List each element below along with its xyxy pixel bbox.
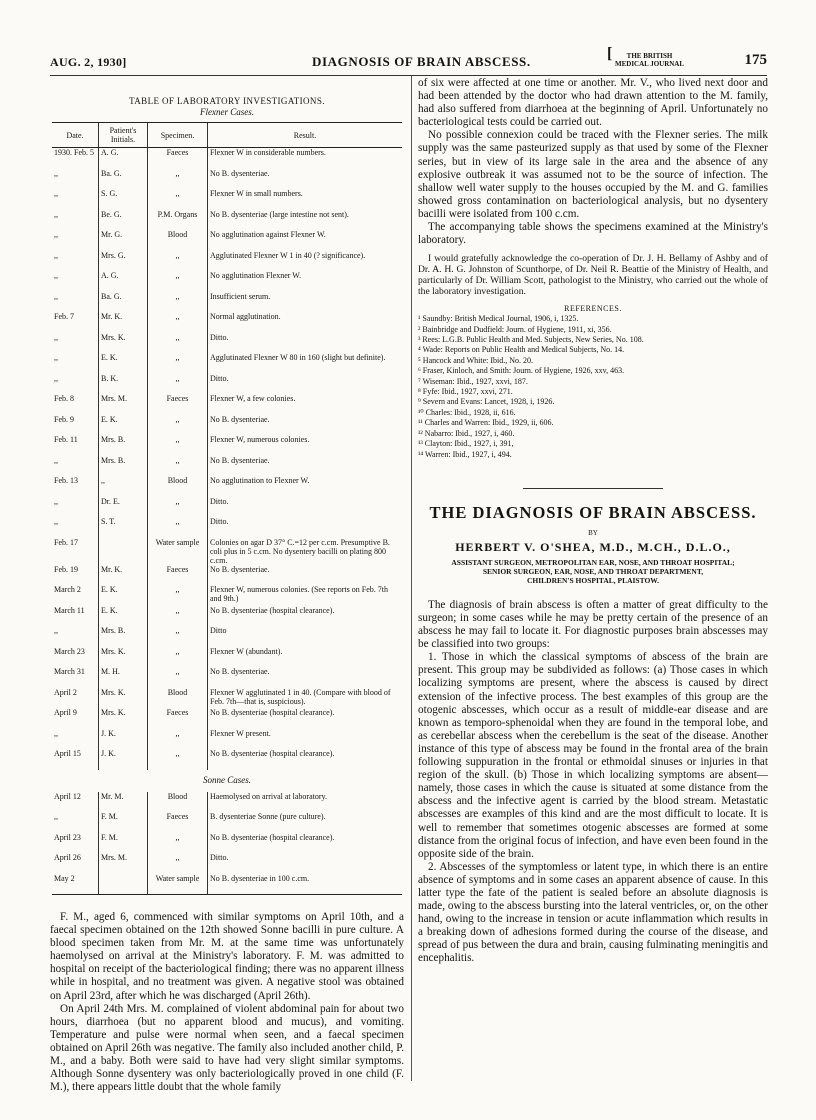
table-row [52, 708, 402, 729]
cell-date: ,, [54, 496, 58, 506]
table-row [52, 538, 402, 565]
cell-result: Ditto. [208, 374, 403, 395]
table-row [52, 606, 402, 627]
sonne-rows [52, 792, 402, 895]
cell-date: April 2 [54, 687, 77, 697]
reference-item: ⁹ Severn and Evans: Lancet, 1928, i, 1926. [418, 397, 555, 407]
cell-result: No B. dysenteriae. [208, 169, 403, 190]
cell-date: April 15 [54, 749, 81, 758]
cell-initials: M. H. [99, 667, 148, 688]
cell-specimen: Water sample [148, 874, 208, 895]
cell-date: Feb. 9 [54, 414, 74, 424]
cell-specimen: ,, [148, 456, 208, 477]
cell-result: No B. dysenteriae. [208, 415, 403, 436]
table-row [52, 230, 402, 251]
cell-initials [99, 538, 148, 565]
cell-specimen: ,, [148, 585, 208, 606]
cell-specimen: ,, [148, 292, 208, 313]
cell-result: No B. dysenteriae. [208, 667, 403, 688]
reference-item: ¹⁰ Charles: Ibid., 1928, ii, 616. [418, 407, 516, 417]
column-divider [411, 76, 412, 1081]
table-title: TABLE OF LABORATORY INVESTIGATIONS. [129, 96, 325, 106]
paragraph: 2. Abscesses of the symptomless or latent type, in which there is an entire absence of symptoms and in some cases an apparent absence of cause. In this latter type the fate of the patient is sealed before an absolute diagnosis is made, owing to the abscess bursting into the lateral ventricles, or, on the other hand, owing to the increase in tension or acute inflammation which results in a breaking down of adhesions formed during the course of the disease, and spread of pus between the dura and brain, causing fulminating meningitis and encephalitis. [418, 860, 768, 965]
page-number: 175 [744, 52, 767, 68]
cell-specimen: Faeces [148, 812, 208, 833]
table-row [52, 585, 402, 606]
cell-date: April 9 [54, 708, 77, 717]
references-title: REFERENCES. [564, 304, 622, 314]
cell-date: Feb. 13 [54, 476, 78, 485]
cell-initials: Mrs. K. [99, 333, 148, 354]
cell-specimen: Faeces [148, 148, 208, 169]
cell-specimen: Faeces [148, 394, 208, 415]
cell-result: No agglutination to Flexner W. [208, 476, 403, 497]
cell-result: No agglutination against Flexner W. [208, 230, 403, 251]
article-title: THE DIAGNOSIS OF BRAIN ABSCESS. [429, 502, 757, 522]
paragraph: F. M., aged 6, commenced with similar symptoms on April 10th, and a faecal specimen obtained on the 12th showed Sonne bacilli in pure culture. A blood specimen taken from Mr. M. at the same time was unfortunately haemolysed on arrival at the Ministry's laboratory. F. M. was admitted to hospital on receipt of the bacteriological finding; there was no apparent illness while in hospital, and no treatment was given. A negative stool was obtained on April 23rd, after which he was discharged (April 26th). [50, 911, 404, 1002]
cell-result: No B. dysenteriae in 100 c.cm. [208, 874, 403, 895]
cell-specimen: Blood [148, 792, 208, 813]
table-row [52, 333, 402, 354]
flexner-rows [52, 148, 402, 770]
cell-specimen: ,, [148, 374, 208, 395]
cell-initials: ,, [99, 476, 148, 497]
acknowledgement [418, 253, 768, 297]
journal-mark: [ THE BRITISH MEDICAL JOURNAL [607, 45, 685, 68]
cell-result: No B. dysenteriae (large intestine not sent). [208, 210, 403, 231]
cell-date: ,, [54, 626, 58, 635]
cell-date: ,, [54, 728, 58, 738]
paragraph: No possible connexion could be traced with the Flexner series. The milk supply was the same pasteurized supply as that used by some of the Flexner series, but in view of its large sale in the area and the absence of any explosive outbreak it was assumed not to be the source of infection. The shallow well water supply to the houses occupied by the M. and G. families showed gross contamination on bacteriological analysis, but no dysentery bacilli were isolated from 100 c.cm. [418, 129, 768, 220]
cell-initials: Mrs. K. [99, 647, 148, 668]
cell-initials: Mrs. K. [99, 708, 148, 729]
cell-date: ,, [54, 209, 58, 219]
reference-item: ⁵ Hancock and White: Ibid., No. 20. [418, 355, 534, 365]
cell-initials: Mrs. M. [99, 394, 148, 415]
cell-result: Flexner W (abundant). [208, 647, 403, 668]
cell-date: ,, [54, 250, 58, 260]
table-row [52, 169, 402, 190]
right-body-text [418, 77, 768, 247]
cell-result: Haemolysed on arrival at laboratory. [208, 792, 403, 813]
cell-result: No B. dysenteriae. [208, 456, 403, 477]
table-row [52, 435, 402, 456]
cell-specimen: ,, [148, 833, 208, 854]
cell-specimen: ,, [148, 169, 208, 190]
reference-item: ¹¹ Charles and Warren: Ibid., 1929, ii, 606. [418, 418, 554, 428]
table-subtitle-sonne: Sonne Cases. [203, 775, 251, 785]
table-subtitle-flexner: Flexner Cases. [200, 107, 254, 117]
cell-specimen: Blood [148, 230, 208, 251]
section-separator [523, 488, 663, 489]
reference-item: ⁴ Wade: Reports on Public Health and Medical Subjects, No. 14. [418, 345, 625, 355]
cell-initials: F. M. [99, 833, 148, 854]
cell-date: March 23 [54, 646, 85, 656]
cell-specimen: ,, [148, 189, 208, 210]
cell-initials: Mr. G. [99, 230, 148, 251]
header-date: AUG. 2, 1930] [50, 55, 127, 69]
cell-initials: Mrs. K. [99, 688, 148, 709]
cell-initials: Mrs. B. [99, 456, 148, 477]
cell-date: 1930. Feb. 5 [54, 148, 94, 157]
col-header-date: Date. [52, 123, 99, 148]
cell-initials: F. M. [99, 812, 148, 833]
cell-result: No B. dysenteriae (hospital clearance). [208, 749, 403, 770]
cell-specimen: ,, [148, 333, 208, 354]
cell-specimen: ,, [148, 251, 208, 272]
table-header-row [52, 123, 402, 148]
cell-date: ,, [54, 189, 58, 198]
cell-date: April 26 [54, 853, 81, 862]
reference-item: ¹³ Clayton: Ibid., 1927, i, 391, [418, 439, 514, 449]
cell-specimen: Faeces [148, 708, 208, 729]
table-row [52, 148, 402, 169]
reference-item: ⁶ Fraser, Kinloch, and Smith: Journ. of Hygiene, 1926, xxv, 463. [418, 366, 625, 376]
cell-specimen: ,, [148, 271, 208, 292]
table-row [52, 476, 402, 497]
table-row [52, 647, 402, 668]
cell-date: ,, [54, 230, 58, 239]
table-row [52, 251, 402, 272]
reference-item: ¹⁴ Warren: Ibid., 1927, i, 494. [418, 449, 512, 459]
table-row [52, 792, 402, 813]
table-row [52, 394, 402, 415]
cell-date: Feb. 7 [54, 312, 74, 321]
cell-result: Ditto. [208, 853, 403, 874]
cell-initials: Mrs. B. [99, 626, 148, 647]
cell-result: Flexner W agglutinated 1 in 40. (Compare with blood of Feb. 7th—that is, suspicious). [208, 688, 403, 709]
cell-specimen: ,, [148, 626, 208, 647]
cell-specimen: ,, [148, 435, 208, 456]
cell-date: April 23 [54, 832, 81, 842]
cell-specimen: ,, [148, 647, 208, 668]
cell-date: ,, [54, 291, 58, 301]
cell-result: No agglutination Flexner W. [208, 271, 403, 292]
article-body [418, 599, 768, 966]
col-header-result: Result. [208, 123, 403, 148]
cell-initials [99, 874, 148, 895]
journal-line1: THE BRITISH [626, 52, 673, 60]
cell-initials: E. K. [99, 606, 148, 627]
cell-date: Feb. 11 [54, 435, 78, 444]
cell-initials: A. G. [99, 148, 148, 169]
cell-date: May 2 [52, 874, 99, 895]
journal-line2: MEDICAL JOURNAL [615, 60, 685, 68]
cell-initials: E. K. [99, 353, 148, 374]
table-row [52, 729, 402, 750]
table-row [52, 353, 402, 374]
reference-item: ¹² Nabarro: Ibid., 1927, i, 460. [418, 428, 515, 438]
cell-initials: Mr. K. [99, 312, 148, 333]
cell-initials: Be. G. [99, 210, 148, 231]
cell-date: ,, [54, 168, 58, 178]
article-by: BY [588, 528, 598, 537]
reference-item: ¹ Saundby: British Medical Journal, 1906, i, 1325. [418, 314, 579, 324]
cell-initials: S. T. [99, 517, 148, 538]
references-list [418, 314, 768, 460]
table-row [52, 667, 402, 688]
cell-initials: B. K. [99, 374, 148, 395]
cell-initials: Ba. G. [99, 169, 148, 190]
table-row [52, 292, 402, 313]
cell-date: Feb. 8 [54, 394, 74, 403]
cell-date: ,, [54, 353, 58, 362]
acknowledgement-text: I would gratefully acknowledge the co-operation of Dr. J. H. Bellamy of Ashby and of Dr. A. H. G. Johnston of Scunthorpe, of Dr. Neil R. Beattie of the Ministry of Health, and particularly of Dr. William Scott, pathologist to the Ministry, who carried out the whole of the laboratory investigation. [418, 253, 768, 298]
cell-date: ,, [54, 812, 58, 821]
cell-initials: Mr. K. [99, 565, 148, 586]
cell-result: Flexner W present. [208, 729, 403, 750]
sonne-heading [52, 770, 402, 792]
cell-initials: S. G. [99, 189, 148, 210]
table-row [52, 833, 402, 854]
cell-initials: E. K. [99, 585, 148, 606]
cell-specimen: ,, [148, 497, 208, 518]
cell-specimen: ,, [148, 853, 208, 874]
cell-specimen: ,, [148, 517, 208, 538]
table-row [52, 374, 402, 395]
table-row [52, 517, 402, 538]
paragraph: The accompanying table shows the specimens examined at the Ministry's laboratory. [418, 221, 768, 247]
cell-result: Flexner W, numerous colonies. (See reports on Feb. 7th and 9th.) [208, 585, 403, 606]
cell-specimen: ,, [148, 749, 208, 770]
cell-date: ,, [54, 271, 58, 280]
cell-result: Agglutinated Flexner W 80 in 160 (slight but definite). [208, 353, 403, 374]
cell-result: No B. dysenteriae (hospital clearance). [208, 606, 403, 627]
reference-item: ³ Rees: L.G.B. Public Health and Med. Subjects, New Series, No. 108. [418, 335, 644, 345]
cell-initials: Mrs. G. [99, 251, 148, 272]
table-row [52, 415, 402, 436]
cell-result: Ditto. [208, 497, 403, 518]
left-body-text [50, 911, 404, 1094]
col-header-initials: Patient's Initials. [99, 123, 148, 148]
table-row [52, 189, 402, 210]
cell-specimen: P.M. Organs [148, 210, 208, 231]
table-row [52, 271, 402, 292]
cell-specimen: Blood [148, 476, 208, 497]
lab-table [52, 122, 402, 895]
paragraph: On April 24th Mrs. M. complained of violent abdominal pain for about two hours, diarrhoea (but no apparent blood and mucus), and vomiting. Temperature and pulse were normal when seen, and a faecal specimen obtained on April 26th was negative. The family also included another child, P. M., and a baby. Both were said to have had very slight similar symptoms. Although Sonne dysentery was only bacteriologically proved in one child (F. M.), there appears little doubt that the whole family [50, 1002, 404, 1094]
reference-item: ² Bainbridge and Dudfield: Journ. of Hygiene, 1911, xi, 356. [418, 324, 612, 334]
left-column [50, 80, 404, 1094]
cell-initials: Mr. M. [99, 792, 148, 813]
cell-date: Feb. 17 [54, 537, 78, 547]
right-column [418, 77, 768, 966]
table-row [52, 565, 402, 586]
table-row [52, 749, 402, 770]
table-row [52, 853, 402, 874]
cell-result: Ditto [208, 626, 403, 647]
header-rule [50, 75, 767, 76]
cell-date: March 2 [54, 585, 81, 594]
cell-initials: J. K. [99, 729, 148, 750]
cell-result: Agglutinated Flexner W 1 in 40 (? significance). [208, 251, 403, 272]
cell-specimen: ,, [148, 667, 208, 688]
article-affiliation [418, 558, 768, 585]
cell-initials: A. G. [99, 271, 148, 292]
cell-initials: Ba. G. [99, 292, 148, 313]
cell-initials: Mrs. M. [99, 853, 148, 874]
cell-specimen: ,, [148, 312, 208, 333]
cell-date: April 12 [54, 791, 81, 801]
cell-date: ,, [54, 455, 58, 465]
cell-specimen: ,, [148, 415, 208, 436]
cell-result: Flexner W in considerable numbers. [208, 148, 403, 169]
cell-result: Ditto. [208, 333, 403, 354]
cell-result: Insufficient serum. [208, 292, 403, 313]
table-row [52, 626, 402, 647]
paragraph: of six were affected at one time or another. Mr. V., who lived next door and had been attended by the doctor who had drawn attention to the M. family, had also suffered from diarrhoea at the beginning of April. Unfortunately no bacteriological tests could be carried out. [418, 77, 768, 129]
table-row [52, 210, 402, 231]
col-header-specimen: Specimen. [148, 123, 208, 148]
table-row [52, 456, 402, 477]
affiliation-line: CHILDREN'S HOSPITAL, PLAISTOW. [527, 575, 659, 585]
cell-specimen: Water sample [148, 538, 208, 565]
cell-date: March 31 [54, 667, 85, 676]
cell-initials: Dr. E. [99, 497, 148, 518]
cell-specimen: ,, [148, 353, 208, 374]
cell-result: Flexner W in small numbers. [208, 189, 403, 210]
table-row [52, 874, 402, 895]
reference-item: ⁷ Wiseman: Ibid., 1927, xxvi, 187. [418, 376, 528, 386]
cell-date: ,, [54, 517, 58, 526]
table-row [52, 812, 402, 833]
cell-result: No B. dysenteriae (hospital clearance). [208, 833, 403, 854]
table-row [52, 688, 402, 709]
page-header [50, 45, 767, 73]
cell-date: Feb. 19 [54, 564, 78, 574]
cell-specimen: Faeces [148, 565, 208, 586]
cell-result: Colonies on agar D 37° C.=12 per c.cm. Presumptive B. coli plus in 5 c.cm. No dysentery bacilli on plating 800 c.cm. [208, 538, 403, 565]
cell-specimen: ,, [148, 729, 208, 750]
cell-result: Flexner W, a few colonies. [208, 394, 403, 415]
header-title: DIAGNOSIS OF BRAIN ABSCESS. [312, 54, 531, 69]
reference-item: ⁸ Fyfe: Ibid., 1927, xxvi, 271. [418, 387, 513, 397]
cell-result: Flexner W, numerous colonies. [208, 435, 403, 456]
cell-initials: J. K. [99, 749, 148, 770]
cell-result: Ditto. [208, 517, 403, 538]
cell-result: B. dysenteriae Sonne (pure culture). [208, 812, 403, 833]
cell-result: No B. dysenteriae. [208, 565, 403, 586]
cell-specimen: Blood [148, 688, 208, 709]
table-row [52, 497, 402, 518]
paragraph: 1. Those in which the classical symptoms of abscess of the brain are present. This group may be subdivided as follows: (a) Those cases in which localizing symptoms are present, where the abscess is caused by direct extension of the infective process. The best examples of this group are the otogenic abscesses, which occur as a result of middle-ear disease and are known as temporo-sphenoidal when they are found in the temporal lobe, and as cerebellar abscess when the cerebellum is the seat of the disease. Another instance of this type of abscess may be found in the frontal area of the brain following suppuration in the frontal or ethmoidal sinuses or injuries in that region of the skull. (b) Those in which localizing symptoms are absent—namely, those cases in which the cause is situated at some distance from the abscess and the infective agent is carried by the blood stream. Metastatic abscesses are examples of this kind and are the most difficult to locate. It is well to remember that sometimes otogenic abscesses are formed at some distance from the original focus of infection, and have even been found in the opposite side of the brain. [418, 651, 768, 860]
affiliation-line: ASSISTANT SURGEON, METROPOLITAN EAR, NOSE, AND THROAT HOSPITAL; [451, 557, 735, 567]
cell-date: March 11 [54, 605, 85, 615]
cell-initials: E. K. [99, 415, 148, 436]
cell-date: ,, [54, 332, 58, 342]
cell-result: No B. dysenteriae (hospital clearance). [208, 708, 403, 729]
cell-specimen: ,, [148, 606, 208, 627]
cell-date: ,, [54, 373, 58, 383]
affiliation-line: SENIOR SURGEON, EAR, NOSE, AND THROAT DEPARTMENT, [482, 566, 704, 576]
cell-result: Normal agglutination. [208, 312, 403, 333]
paragraph: The diagnosis of brain abscess is often a matter of great difficulty to the surgeon; in some cases while he may be pretty certain of the presence of an abscess he may fail to locate it. For diagnostic purposes brain abscesses may be classified into two groups: [418, 598, 768, 651]
table-row [52, 312, 402, 333]
article-author: HERBERT V. O'SHEA, M.D., M.CH., D.L.O., [455, 539, 731, 554]
cell-initials: Mrs. B. [99, 435, 148, 456]
